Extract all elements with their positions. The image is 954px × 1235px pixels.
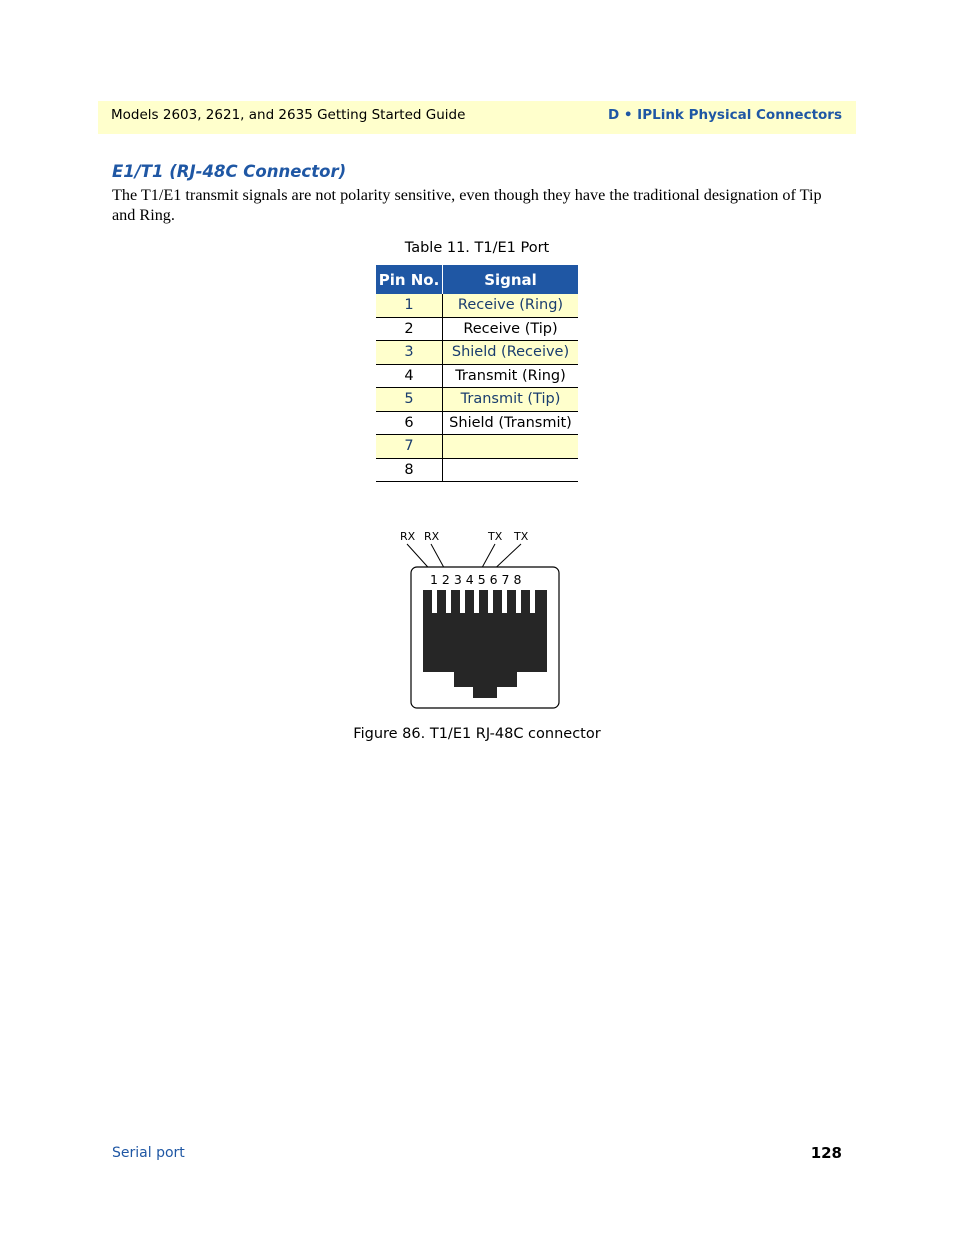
tx-label-1: TX: [488, 530, 503, 543]
rx-label-2: RX: [424, 530, 440, 543]
running-header: [98, 101, 856, 134]
table-row: [376, 317, 578, 341]
table-header-row: [376, 265, 578, 294]
pin-table: [376, 265, 578, 482]
table-row: [376, 411, 578, 435]
table-row: [376, 364, 578, 388]
signal-cell: Shield (Receive): [443, 341, 579, 365]
signal-cell: Transmit (Tip): [443, 388, 579, 412]
header-chapter-title: D • IPLink Physical Connectors: [607, 107, 842, 123]
table-row: [376, 388, 578, 412]
signal-cell: [443, 435, 579, 459]
table-row: [376, 294, 578, 317]
pin-cell: 7: [376, 435, 443, 459]
signal-cell: Transmit (Ring): [443, 364, 579, 388]
pin-number-row: 1 2 3 4 5 6 7 8: [430, 572, 522, 587]
rx-label-1: RX: [400, 530, 416, 543]
pin-cell: 2: [376, 317, 443, 341]
pin-cell: 3: [376, 341, 443, 365]
pin-cell: 4: [376, 364, 443, 388]
section-heading: E1/T1 (RJ-48C Connector): [112, 162, 347, 181]
column-header-signal: Signal: [443, 265, 579, 294]
pin-cell: 8: [376, 458, 443, 482]
pin-cell: 5: [376, 388, 443, 412]
page-number: 128: [810, 1144, 842, 1162]
header-guide-title: Models 2603, 2621, and 2635 Getting Started Guide: [111, 107, 466, 123]
footer-section-name: Serial port: [112, 1145, 185, 1161]
column-header-pin: Pin No.: [376, 265, 443, 294]
rj48c-connector-diagram: [380, 520, 570, 715]
table-row: [376, 341, 578, 365]
signal-cell: [443, 458, 579, 482]
pin-cell: 1: [376, 294, 443, 317]
signal-cell: Receive (Ring): [443, 294, 579, 317]
table-row: [376, 435, 578, 459]
pin-cell: 6: [376, 411, 443, 435]
body-paragraph: The T1/E1 transmit signals are not polarity sensitive, even though they have the traditional designation of Tip and Ring.: [112, 186, 822, 224]
figure-caption: Figure 86. T1/E1 RJ-48C connector: [353, 726, 601, 742]
table-caption: Table 11. T1/E1 Port: [404, 240, 550, 256]
tx-label-2: TX: [514, 530, 529, 543]
signal-cell: Receive (Tip): [443, 317, 579, 341]
signal-cell: Shield (Transmit): [443, 411, 579, 435]
table-row: [376, 458, 578, 482]
